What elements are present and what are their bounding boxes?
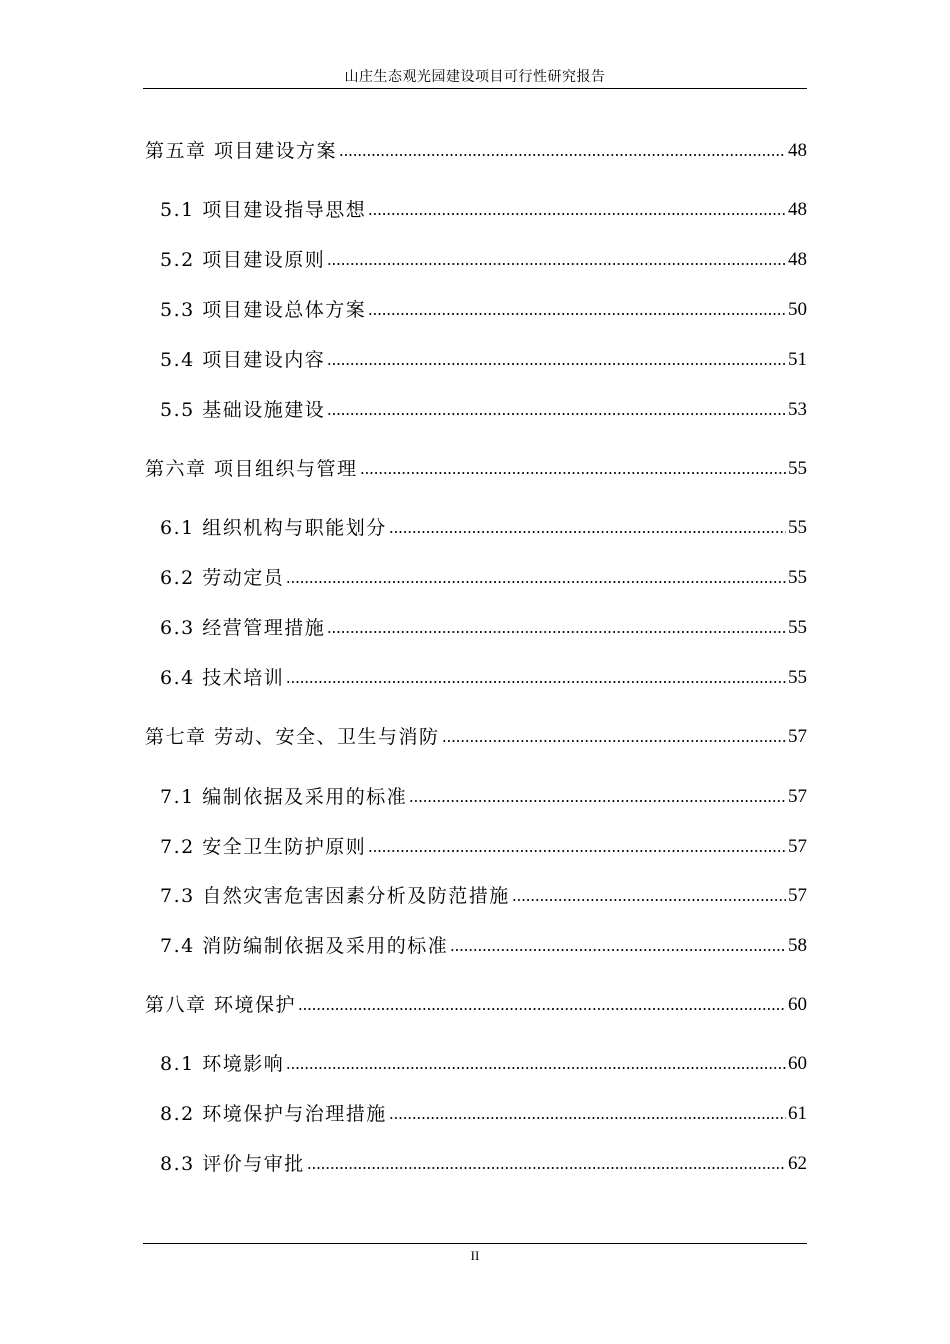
toc-entry-section-7-3[interactable] [160, 883, 807, 909]
toc-entry-section-6-2[interactable] [160, 565, 807, 591]
dot-leader [307, 1165, 786, 1171]
toc-entry-label: 5.3 项目建设总体方案 [160, 299, 367, 321]
dot-leader [298, 1006, 786, 1012]
footer-rule [143, 1243, 807, 1244]
toc-entry-chapter-5[interactable] [145, 138, 807, 164]
toc-entry-label: 7.2 安全卫生防护原则 [160, 836, 367, 858]
header-rule [143, 88, 807, 89]
dot-leader [389, 1115, 786, 1121]
toc-entry-label: 5.5 基础设施建设 [160, 399, 326, 421]
dot-leader [286, 579, 786, 585]
toc-entry-page: 57 [788, 726, 807, 747]
dot-leader [339, 152, 786, 158]
toc-entry-label: 7.4 消防编制依据及采用的标准 [160, 935, 449, 957]
toc-entry-section-5-1[interactable] [160, 197, 807, 223]
toc-entry-label: 6.4 技术培训 [160, 667, 285, 689]
toc-entry-label: 第八章 环境保护 [145, 994, 297, 1016]
toc-entry-page: 57 [788, 836, 807, 857]
toc-entry-page: 48 [788, 199, 807, 220]
toc-entry-section-8-1[interactable] [160, 1051, 807, 1077]
running-header-title: 山庄生态观光园建设项目可行性研究报告 [344, 69, 606, 85]
toc-entry-page: 57 [788, 885, 807, 906]
dot-leader [327, 361, 786, 367]
dot-leader [389, 529, 786, 535]
toc-entry-page: 61 [788, 1103, 807, 1124]
toc-entry-section-6-3[interactable] [160, 615, 807, 641]
toc-entry-chapter-8[interactable] [145, 992, 807, 1018]
dot-leader [327, 629, 786, 635]
dot-leader [368, 311, 786, 317]
toc-entry-page: 62 [788, 1153, 807, 1174]
toc-entry-section-5-5[interactable] [160, 397, 807, 423]
toc-entry-label: 第五章 项目建设方案 [145, 140, 338, 162]
toc-entry-page: 55 [788, 617, 807, 638]
dot-leader [286, 679, 786, 685]
toc-entry-page: 51 [788, 349, 807, 370]
toc-entry-section-5-3[interactable] [160, 297, 807, 323]
toc-entry-label: 6.2 劳动定员 [160, 567, 285, 589]
toc-entry-section-6-1[interactable] [160, 515, 807, 541]
dot-leader [368, 848, 786, 854]
toc-entry-page: 55 [788, 667, 807, 688]
toc-entry-page: 58 [788, 935, 807, 956]
toc-entry-section-7-4[interactable] [160, 933, 807, 959]
dot-leader [409, 798, 786, 804]
toc-entry-page: 48 [788, 140, 807, 161]
dot-leader [286, 1065, 786, 1071]
toc-entry-page: 53 [788, 399, 807, 420]
toc-entry-page: 55 [788, 567, 807, 588]
toc-entry-section-5-2[interactable] [160, 247, 807, 273]
toc-entry-label: 第六章 项目组织与管理 [145, 458, 358, 480]
toc-entry-label: 5.1 项目建设指导思想 [160, 199, 367, 221]
toc-entry-page: 60 [788, 1053, 807, 1074]
footer-page-number: II [470, 1248, 480, 1263]
toc-entry-label: 第七章 劳动、安全、卫生与消防 [145, 726, 440, 748]
toc-entry-label: 8.1 环境影响 [160, 1053, 285, 1075]
toc-entry-page: 55 [788, 458, 807, 479]
toc-entry-chapter-7[interactable] [145, 724, 807, 750]
dot-leader [360, 470, 786, 476]
toc-entry-page: 55 [788, 517, 807, 538]
dot-leader [450, 947, 786, 953]
toc-entry-page: 57 [788, 786, 807, 807]
toc-entry-section-8-3[interactable] [160, 1151, 807, 1177]
dot-leader [327, 411, 786, 417]
toc-entry-label: 7.3 自然灾害危害因素分析及防范措施 [160, 885, 510, 907]
toc-entry-label: 8.3 评价与审批 [160, 1153, 305, 1175]
toc-entry-page: 50 [788, 299, 807, 320]
toc-entry-label: 5.2 项目建设原则 [160, 249, 326, 271]
toc-entry-section-8-2[interactable] [160, 1101, 807, 1127]
dot-leader [442, 738, 786, 744]
toc-entry-section-5-4[interactable] [160, 347, 807, 373]
toc-entry-section-7-2[interactable] [160, 834, 807, 860]
toc-entry-page: 60 [788, 994, 807, 1015]
toc-entry-section-6-4[interactable] [160, 665, 807, 691]
toc-entry-label: 6.3 经营管理措施 [160, 617, 326, 639]
toc-entry-label: 8.2 环境保护与治理措施 [160, 1103, 387, 1125]
dot-leader [512, 897, 786, 903]
toc-entry-label: 5.4 项目建设内容 [160, 349, 326, 371]
toc-entry-page: 48 [788, 249, 807, 270]
dot-leader [368, 211, 786, 217]
toc-entry-chapter-6[interactable] [145, 456, 807, 482]
dot-leader [327, 261, 786, 267]
toc-entry-label: 6.1 组织机构与职能划分 [160, 517, 387, 539]
toc-entry-label: 7.1 编制依据及采用的标准 [160, 786, 408, 808]
toc-entry-section-7-1[interactable] [160, 784, 807, 810]
